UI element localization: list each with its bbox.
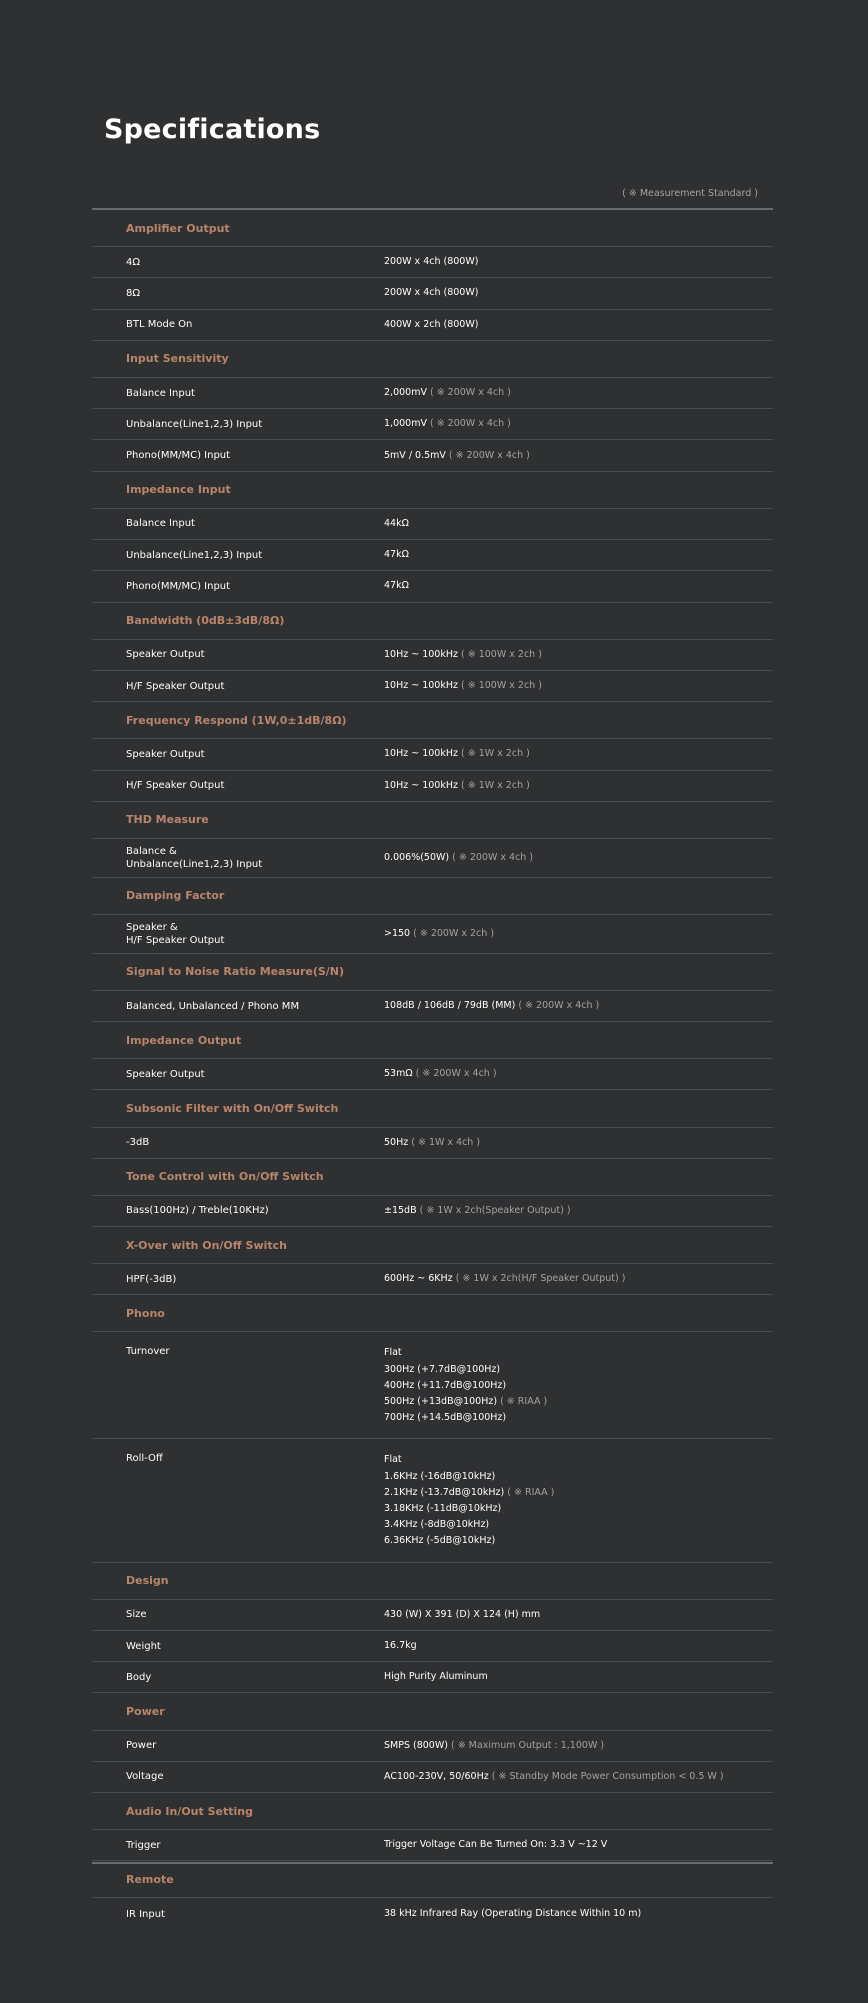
spec-value: 600Hz ~ 6KHz ( ※ 1W x 2ch(H/F Speaker Output) ) [384,1273,626,1285]
spec-value-note: ( ※ 200W x 4ch ) [426,418,511,430]
spec-row [92,991,773,1022]
section-title: Damping Factor [126,889,225,903]
spec-value: 200W x 4ch (800W) [384,256,479,268]
spec-row [92,278,773,309]
section-title: Design [126,1574,169,1588]
spec-value-note: ( ※ 1W x 2ch(H/F Speaker Output) ) [452,1273,626,1285]
spec-value-note: ( ※ 200W x 4ch ) [449,851,534,863]
spec-value-line: 500Hz (+13dB@100Hz) ( ※ RIAA ) [384,1396,548,1407]
spec-value: 1,000mV ( ※ 200W x 4ch ) [384,418,511,430]
spec-label: Unbalance(Line1,2,3) Input [126,549,263,561]
section-header [92,1793,773,1830]
spec-row [92,247,773,278]
section-header [92,472,773,509]
section-title: Audio In/Out Setting [126,1804,253,1818]
section-title: Power [126,1705,165,1718]
spec-row [92,1631,773,1662]
spec-label: IR Input [126,1908,165,1920]
spec-value-list [384,1452,554,1549]
spec-value-note: ( ※ 1W x 2ch ) [457,748,530,760]
spec-label: Power [126,1740,157,1752]
spec-row [92,1762,773,1793]
spec-label: Body [126,1671,152,1683]
spec-value: 430 (W) X 391 (D) X 124 (H) mm [384,1608,541,1620]
spec-label: H/F Speaker Output [126,680,225,692]
spec-value-note: ( ※ RIAA ) [497,1396,548,1407]
spec-row [92,640,773,671]
spec-row [92,1898,773,1929]
spec-value-note: ( ※ 1W x 2ch(Speaker Output) ) [416,1204,571,1216]
spec-value-line: 6.36KHz (-5dB@10kHz) [384,1535,496,1547]
spec-row [92,671,773,702]
spec-row [92,739,773,770]
spec-label: Turnover [126,1346,170,1358]
spec-row [92,310,773,341]
section-title: Frequency Respond (1W,0±1dB/8Ω) [126,713,347,727]
spec-label: Roll-Off [126,1453,163,1465]
section-title: Tone Control with On/Off Switch [126,1170,324,1184]
section-header [92,1861,773,1898]
spec-value-note: ( ※ 100W x 2ch ) [457,680,542,692]
spec-label: Speaker Output [126,1068,205,1080]
spec-row [92,571,773,602]
spec-label: Unbalance(Line1,2,3) Input [126,418,263,430]
spec-label: Balanced, Unbalanced / Phono MM [126,1000,300,1012]
table-bottom-divider [92,1862,773,1864]
spec-label: Voltage [126,1771,164,1783]
measurement-note: ( ※ Measurement Standard ) [622,188,758,199]
spec-value: 47kΩ [384,580,409,592]
spec-row-multiline [92,1439,773,1562]
section-header [92,1563,773,1600]
spec-row [92,915,773,954]
spec-label: Phono(MM/MC) Input [126,450,231,462]
spec-value: 16.7kg [384,1639,417,1651]
spec-row [92,1830,773,1861]
spec-value-note: ( ※ 1W x 4ch ) [408,1136,481,1148]
spec-value-list [384,1345,547,1426]
spec-value-note: ( ※ 200W x 4ch ) [426,386,511,398]
section-header [92,954,773,991]
spec-value: 10Hz ~ 100kHz ( ※ 1W x 2ch ) [384,748,530,760]
spec-value-note: ( ※ Maximum Output : 1,100W ) [447,1739,605,1751]
spec-value: High Purity Aluminum [384,1671,488,1683]
spec-value: Trigger Voltage Can Be Turned On: 3.3 V ~12 V [384,1839,608,1851]
spec-value-line: Flat [384,1347,402,1359]
spec-value: AC100-230V, 50/60Hz ( ※ Standby Mode Power Consumption < 0.5 W ) [384,1770,724,1782]
section-title: Remote [126,1872,174,1886]
spec-row [92,839,773,878]
spec-value-line: 700Hz (+14.5dB@100Hz) [384,1412,507,1424]
spec-row [92,441,773,472]
spec-label: H/F Speaker Output [126,780,225,792]
spec-value-note: ( ※ 1W x 2ch ) [457,779,530,791]
spec-label: Size [126,1609,147,1621]
spec-value-line: 300Hz (+7.7dB@100Hz) [384,1363,501,1375]
spec-label: 4Ω [126,256,141,268]
spec-value-line: 400Hz (+11.7dB@100Hz) [384,1379,507,1391]
section-title: Signal to Noise Ratio Measure(S/N) [126,965,345,979]
spec-row-multiline [92,1332,773,1439]
spec-label: Weight [126,1640,161,1652]
spec-value: 5mV / 0.5mV ( ※ 200W x 4ch ) [384,449,530,461]
spec-row [92,1662,773,1693]
section-header [92,603,773,640]
spec-value: 0.006%(50W) ( ※ 200W x 4ch ) [384,851,534,863]
spec-value-note: ( ※ 200W x 4ch ) [445,449,530,461]
spec-row [92,378,773,409]
spec-label: -3dB [126,1137,150,1149]
spec-value: 10Hz ~ 100kHz ( ※ 100W x 2ch ) [384,648,542,660]
section-header [92,702,773,739]
section-title: THD Measure [126,813,209,827]
section-title: Amplifier Output [126,221,230,235]
section-header [92,1159,773,1196]
section-header [92,1022,773,1059]
spec-label: HPF(-3dB) [126,1273,177,1285]
spec-row [92,509,773,540]
spec-row [92,540,773,571]
section-title: Phono [126,1306,165,1320]
section-title: Impedance Output [126,1033,242,1047]
spec-label: Balance & Unbalance(Line1,2,3) Input [126,845,263,870]
spec-row [92,1600,773,1631]
spec-label: Balance Input [126,387,195,399]
spec-row [92,1128,773,1159]
section-header [92,1694,773,1731]
spec-label: 8Ω [126,287,141,299]
spec-value-note: ( ※ 100W x 2ch ) [457,648,542,660]
spec-label: Speaker Output [126,748,205,760]
spec-value-note: ( ※ 200W x 2ch ) [410,927,495,939]
section-header [92,802,773,839]
section-header [92,1227,773,1264]
spec-label: Speaker Output [126,649,205,661]
spec-value-note: ( ※ Standby Mode Power Consumption < 0.5 W ) [488,1770,724,1782]
spec-value-line: 2.1KHz (-13.7dB@10kHz) ( ※ RIAA ) [384,1486,555,1498]
section-header [92,878,773,915]
spec-value: 38 kHz Infrared Ray (Operating Distance Within 10 m) [384,1907,642,1919]
section-title: Impedance Input [126,483,231,497]
spec-value: 10Hz ~ 100kHz ( ※ 100W x 2ch ) [384,680,542,692]
spec-row [92,1196,773,1227]
section-header [92,1295,773,1332]
spec-value: 44kΩ [384,517,409,529]
spec-label: Trigger [126,1839,161,1851]
spec-value-note: ( ※ RIAA ) [504,1486,555,1498]
spec-row [92,1731,773,1762]
section-header [92,210,773,247]
spec-row [92,771,773,802]
spec-value-note: ( ※ 200W x 4ch ) [412,1068,497,1080]
spec-label: Phono(MM/MC) Input [126,581,231,593]
spec-label: Balance Input [126,518,195,530]
spec-value: >150 ( ※ 200W x 2ch ) [384,927,495,939]
spec-value-note: ( ※ 200W x 4ch ) [515,999,600,1011]
section-header [92,341,773,378]
section-title: Bandwidth (0dB±3dB/8Ω) [126,614,285,628]
spec-value: ±15dB ( ※ 1W x 2ch(Speaker Output) ) [384,1204,571,1216]
section-title: X-Over with On/Off Switch [126,1238,287,1252]
spec-row [92,409,773,440]
spec-label: Speaker & H/F Speaker Output [126,921,225,946]
spec-value-line: Flat [384,1454,402,1466]
section-title: Subsonic Filter with On/Off Switch [126,1102,339,1115]
spec-row [92,1059,773,1090]
spec-value: 108dB / 106dB / 79dB (MM) ( ※ 200W x 4ch ) [384,999,600,1011]
section-header [92,1091,773,1128]
spec-row [92,1264,773,1295]
section-title: Input Sensitivity [126,352,229,366]
spec-value: 50Hz ( ※ 1W x 4ch ) [384,1136,481,1148]
spec-label: BTL Mode On [126,319,193,331]
spec-value: SMPS (800W) ( ※ Maximum Output : 1,100W ) [384,1739,605,1751]
spec-value-line: 3.4KHz (-8dB@10kHz) [384,1519,490,1531]
spec-value: 47kΩ [384,549,409,561]
spec-value: 2,000mV ( ※ 200W x 4ch ) [384,386,511,398]
spec-value-line: 1.6KHz (-16dB@10kHz) [384,1470,496,1482]
spec-value: 53mΩ ( ※ 200W x 4ch ) [384,1068,497,1080]
page-title: Specifications [104,114,321,145]
spec-value: 200W x 4ch (800W) [384,287,479,299]
spec-label: Bass(100Hz) / Treble(10KHz) [126,1205,269,1217]
spec-value-line: 3.18KHz (-11dB@10kHz) [384,1503,502,1514]
spec-value: 400W x 2ch (800W) [384,318,479,330]
spec-value: 10Hz ~ 100kHz ( ※ 1W x 2ch ) [384,779,530,791]
